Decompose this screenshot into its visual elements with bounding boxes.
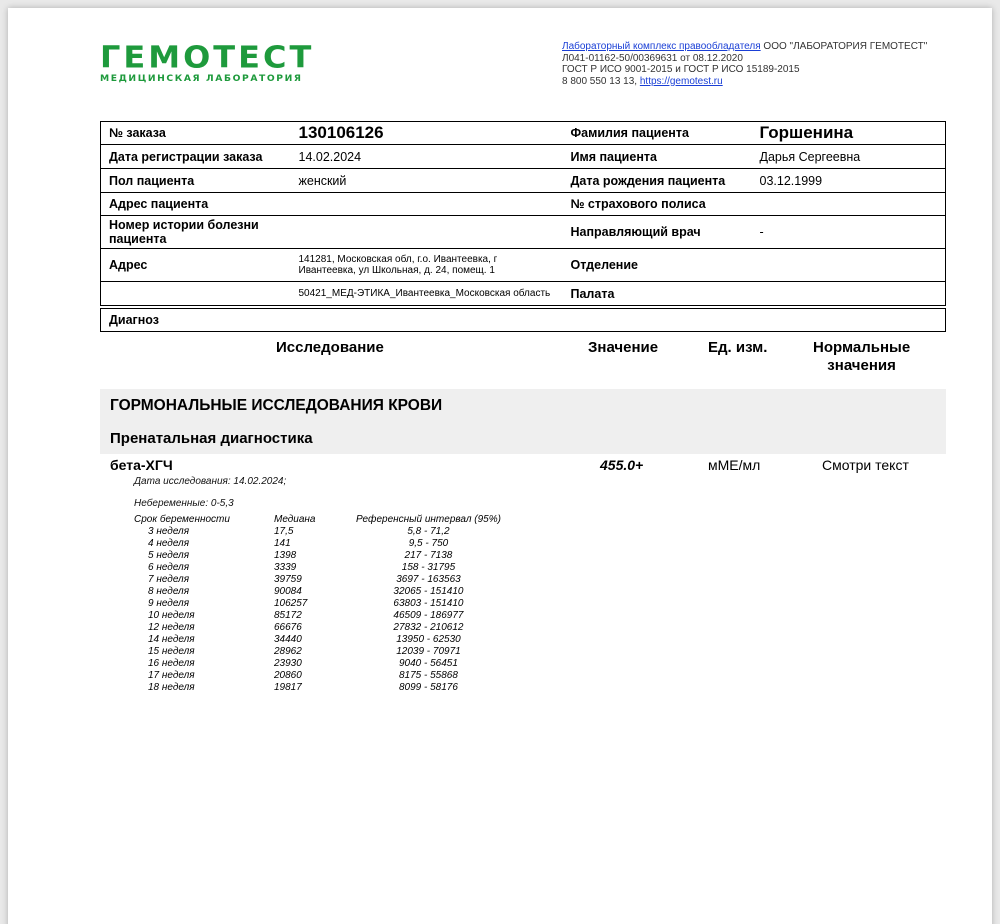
history-label: Номер истории болезни пациента [101,216,291,249]
col-interval: Референсный интервал (95%) [356,514,501,525]
history-value [291,216,563,249]
doctor-label: Направляющий врач [563,216,752,249]
table-row [134,682,501,694]
table-row [134,574,501,586]
phone-text: 8 800 550 13 13, [562,75,640,87]
sex-value: женский [291,169,563,193]
clinic-value: 50421_МЕД-ЭТИКА_Ивантеевка_Московская область [291,282,563,306]
week-cell: 5 неделя [148,550,190,561]
range-cell: 9,5 - 750 [408,538,449,549]
license-text: Л041-01162-50/00369631 от 08.12.2020 [562,52,743,64]
name-value: Дарья Сергеевна [752,145,946,169]
table-row [134,526,501,538]
address-patient-value [291,193,563,216]
reg-date-value: 14.02.2024 [291,145,563,169]
range-cell: 8175 - 55868 [398,670,458,681]
test-norm: Смотри текст [822,457,909,473]
week-cell: 10 неделя [148,610,195,621]
median-cell: 85172 [274,610,302,621]
lab-owner: ООО "ЛАБОРАТОРИЯ ГЕМОТЕСТ" [760,41,928,52]
non-pregnant-ref: Небеременные: 0-5,3 [134,498,234,509]
median-cell: 20860 [274,670,302,681]
week-cell: 7 неделя [148,574,190,585]
table-row [134,586,501,598]
policy-value [752,193,946,216]
range-cell: 9040 - 56451 [398,658,458,669]
department-value [752,249,946,282]
surname-value: Горшенина [759,123,854,142]
median-cell: 3339 [274,562,297,573]
week-cell: 14 неделя [148,634,195,645]
range-cell: 13950 - 62530 [396,634,461,645]
study-date: Дата исследования: 14.02.2024; [134,476,287,487]
col-value: Значение [588,339,659,356]
week-cell: 8 неделя [148,586,190,597]
range-cell: 12039 - 70971 [396,646,461,657]
range-cell: 27832 - 210612 [393,622,464,633]
median-cell: 34440 [274,634,302,645]
reg-date-label: Дата регистрации заказа [101,145,291,169]
site-link[interactable]: https://gemotest.ru [639,75,723,87]
name-label: Имя пациента [563,145,752,169]
birth-value: 03.12.1999 [752,169,946,193]
section-prenatal: Пренатальная диагностика [100,423,946,454]
col-study: Исследование [276,339,384,356]
week-cell: 4 неделя [148,538,190,549]
table-row [134,622,501,634]
col-unit: Ед. изм. [708,339,768,356]
week-cell: 9 неделя [148,598,190,609]
table-row [134,646,501,658]
birth-label: Дата рождения пациента [563,169,752,193]
median-cell: 106257 [274,598,308,609]
gemotest-logo [100,38,360,84]
patient-info-table [100,121,946,306]
order-label: № заказа [109,126,166,140]
order-number: 130106126 [298,123,384,142]
test-name: бета-ХГЧ [110,457,173,473]
test-unit: мМЕ/мл [708,457,761,473]
week-cell: 6 неделя [148,562,190,573]
report-page [8,8,992,924]
range-cell: 3697 - 163563 [396,574,461,585]
col-term: Срок беременности [134,514,230,525]
median-cell: 23930 [274,658,302,669]
range-cell: 158 - 31795 [401,562,456,573]
week-cell: 12 неделя [148,622,195,633]
median-cell: 17,5 [274,526,294,537]
table-row [134,658,501,670]
range-cell: 8099 - 58176 [398,682,458,693]
sex-label: Пол пациента [101,169,291,193]
median-cell: 39759 [274,574,302,585]
col-median: Медиана [274,514,316,525]
range-cell: 32065 - 151410 [393,586,464,597]
table-row [134,634,501,646]
section-hormones: ГОРМОНАЛЬНЫЕ ИССЛЕДОВАНИЯ КРОВИ [100,389,946,423]
lab-info [562,41,927,87]
week-cell: 18 неделя [148,682,195,693]
surname-label: Фамилия пациента [570,126,689,140]
ward-label: Палата [563,282,752,306]
empty-label [101,282,291,306]
address-value: 141281, Московская обл, г.о. Ивантеевка, г Ивантеевка, ул Школьная, д. 24, помещ. 1 [291,249,563,282]
median-cell: 66676 [274,622,302,633]
median-cell: 90084 [274,586,302,597]
logo-title: ГЕМОТЕСТ [100,38,315,76]
address-label: Адрес [101,249,291,282]
col-norm-line2: значения [827,357,896,374]
table-row [134,598,501,610]
week-cell: 15 неделя [148,646,195,657]
address-patient-label: Адрес пациента [101,193,291,216]
logo-subtitle: МЕДИЦИНСКАЯ ЛАБОРАТОРИЯ [100,73,303,84]
policy-label: № страхового полиса [563,193,752,216]
median-cell: 28962 [274,646,302,657]
table-row [134,550,501,562]
median-cell: 19817 [274,682,302,693]
test-value: 455.0+ [600,457,644,473]
table-row [134,562,501,574]
col-norm-line1: Нормальные [813,339,911,356]
week-cell: 17 неделя [148,670,195,681]
col-norm [813,339,910,375]
lab-complex-link[interactable]: Лабораторный комплекс правообладателя [562,41,761,52]
table-row [134,538,501,550]
median-cell: 141 [274,538,291,549]
table-row [134,670,501,682]
department-label: Отделение [563,249,752,282]
doctor-value: - [752,216,946,249]
range-cell: 217 - 7138 [404,550,453,561]
range-cell: 5,8 - 71,2 [407,526,450,537]
week-cell: 3 неделя [148,526,190,537]
week-cell: 16 неделя [148,658,195,669]
diagnosis-row: Диагноз [100,308,946,332]
gost-text: ГОСТ Р ИСО 9001-2015 и ГОСТ Р ИСО 15189-2015 [562,64,800,75]
table-row [134,610,501,622]
range-cell: 63803 - 151410 [393,598,464,609]
ward-value [752,282,946,306]
reference-header-row [134,514,501,526]
range-cell: 46509 - 186977 [393,610,464,621]
median-cell: 1398 [274,550,297,561]
reference-table [134,514,501,694]
